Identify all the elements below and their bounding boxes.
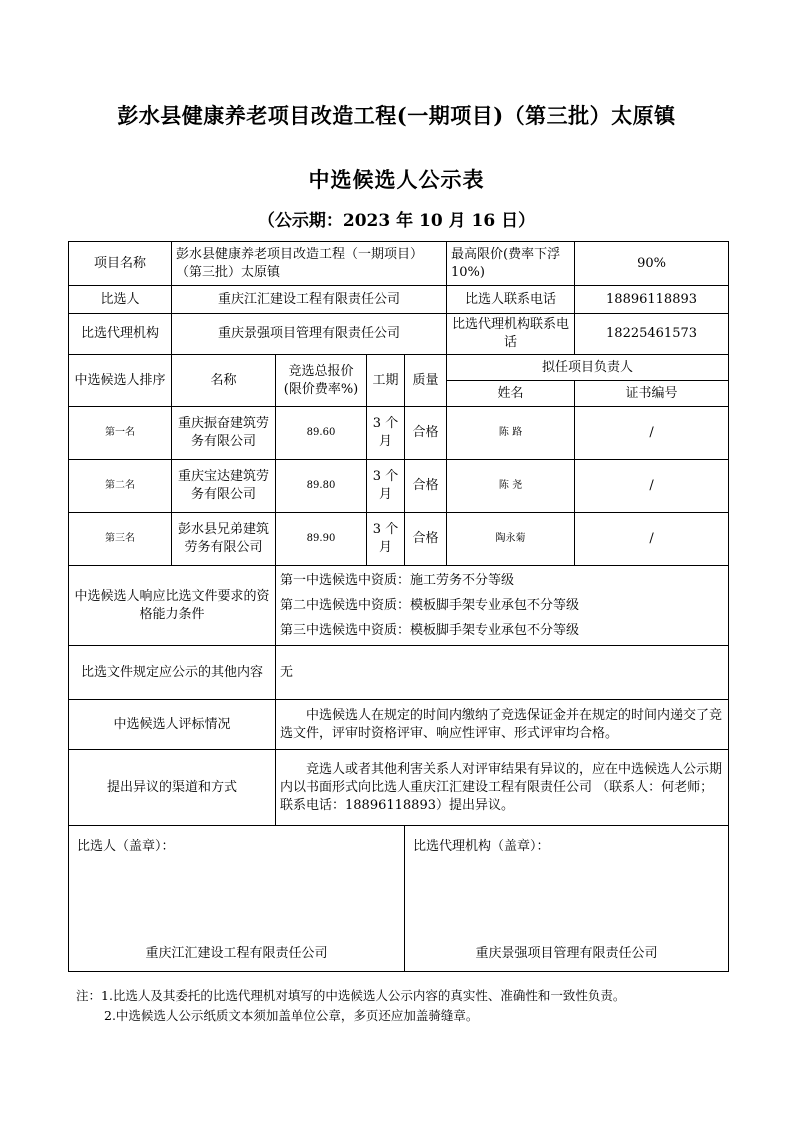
max-price-value: 90% [575, 242, 729, 286]
evaluation-value: 中选候选人在规定的时间内缴纳了竞选保证金并在规定的时间内递交了竞选文件，评审时资格评审、响应性评审、形式评审均合格。 [276, 700, 729, 750]
footnote-1: 注：1.比选人及其委托的比选代理机对填写的中选候选人公示内容的真实性、准确性和一致性负责。 [76, 988, 626, 1003]
manager-group-header: 拟任项目负责人 [447, 355, 729, 381]
agency-company: 重庆景强项目管理有限责任公司 [475, 946, 658, 961]
quality-header: 质量 [405, 355, 447, 407]
table-row [69, 460, 729, 513]
agency-signature [405, 826, 729, 972]
other-content-value: 无 [276, 646, 729, 700]
agency-phone-value: 18225461573 [575, 314, 729, 355]
price-header: 竞选总报价(限价费率%) [276, 355, 367, 407]
candidate-manager: 陈 路 [447, 407, 575, 460]
candidate-quality: 合格 [405, 460, 447, 513]
qualification-line: 第三中选候选中资质：模板脚手架专业承包不分等级 [280, 623, 580, 638]
footnote-2: 2.中选候选人公示纸质文本须加盖单位公章，多页还应加盖骑缝章。 [104, 1008, 479, 1023]
candidate-price: 89.90 [276, 513, 367, 566]
other-content-label: 比选文件规定应公示的其他内容 [69, 646, 276, 700]
footnotes [76, 986, 625, 1026]
qualification-line: 第一中选候选中资质：施工劳务不分等级 [280, 573, 515, 588]
candidate-period: 3 个月 [367, 460, 405, 513]
agency-seal-label: 比选代理机构（盖章）： [413, 839, 550, 854]
candidate-period: 3 个月 [367, 513, 405, 566]
selector-company: 重庆江汇建设工程有限责任公司 [145, 946, 328, 961]
cert-no-header: 证书编号 [575, 381, 729, 407]
selector-phone-value: 18896118893 [575, 286, 729, 314]
period-header: 工期 [367, 355, 405, 407]
agency-phone-label: 比选代理机构联系电话 [447, 314, 575, 355]
candidate-period: 3 个月 [367, 407, 405, 460]
project-name-label: 项目名称 [69, 242, 172, 286]
qualification-lines [276, 566, 729, 646]
table-row [69, 407, 729, 460]
selector-signature [69, 826, 405, 972]
max-price-label: 最高限价(费率下浮 10%) [447, 242, 575, 286]
candidate-quality: 合格 [405, 407, 447, 460]
objection-value: 竞选人或者其他利害关系人对评审结果有异议的，应在中选候选人公示期内以书面形式向比选人重庆江汇建设工程有限责任公司 （联系人：何老师；联系电话：18896118893）提出异议。 [276, 750, 729, 826]
candidate-name: 重庆宝达建筑劳务有限公司 [172, 460, 276, 513]
candidate-cert: / [575, 513, 729, 566]
table-row [69, 513, 729, 566]
candidate-rank: 第一名 [69, 407, 172, 460]
selector-seal-label: 比选人（盖章）： [77, 839, 175, 854]
manager-name-header: 姓名 [447, 381, 575, 407]
candidate-manager: 陶永菊 [447, 513, 575, 566]
candidate-quality: 合格 [405, 513, 447, 566]
project-name-value: 彭水县健康养老项目改造工程（一期项目）（第三批）太原镇 [172, 242, 447, 286]
agency-value: 重庆景强项目管理有限责任公司 [172, 314, 447, 355]
name-header: 名称 [172, 355, 276, 407]
candidate-name: 彭水县兄弟建筑劳务有限公司 [172, 513, 276, 566]
qualification-line: 第二中选候选中资质：模板脚手架专业承包不分等级 [280, 598, 580, 613]
candidate-rank: 第三名 [69, 513, 172, 566]
candidate-price: 89.80 [276, 460, 367, 513]
objection-label: 提出异议的渠道和方式 [69, 750, 276, 826]
selector-value: 重庆江汇建设工程有限责任公司 [172, 286, 447, 314]
qualification-label: 中选候选人响应比选文件要求的资格能力条件 [69, 566, 276, 646]
candidate-name: 重庆振奋建筑劳务有限公司 [172, 407, 276, 460]
page-title-line2: 中选候选人公示表 [308, 167, 485, 192]
selector-label: 比选人 [69, 286, 172, 314]
candidate-price: 89.60 [276, 407, 367, 460]
publicity-period: （公示期：2023 年 10 月 16 日） [257, 211, 536, 231]
page-title: 彭水县健康养老项目改造工程(一期项目)（第三批）太原镇 [117, 103, 676, 128]
evaluation-label: 中选候选人评标情况 [69, 700, 276, 750]
candidate-rank: 第二名 [69, 460, 172, 513]
agency-label: 比选代理机构 [69, 314, 172, 355]
candidate-cert: / [575, 460, 729, 513]
selector-phone-label: 比选人联系电话 [447, 286, 575, 314]
candidate-manager: 陈 尧 [447, 460, 575, 513]
rank-header: 中选候选人排序 [69, 355, 172, 407]
announcement-table [68, 241, 729, 972]
candidate-cert: / [575, 407, 729, 460]
